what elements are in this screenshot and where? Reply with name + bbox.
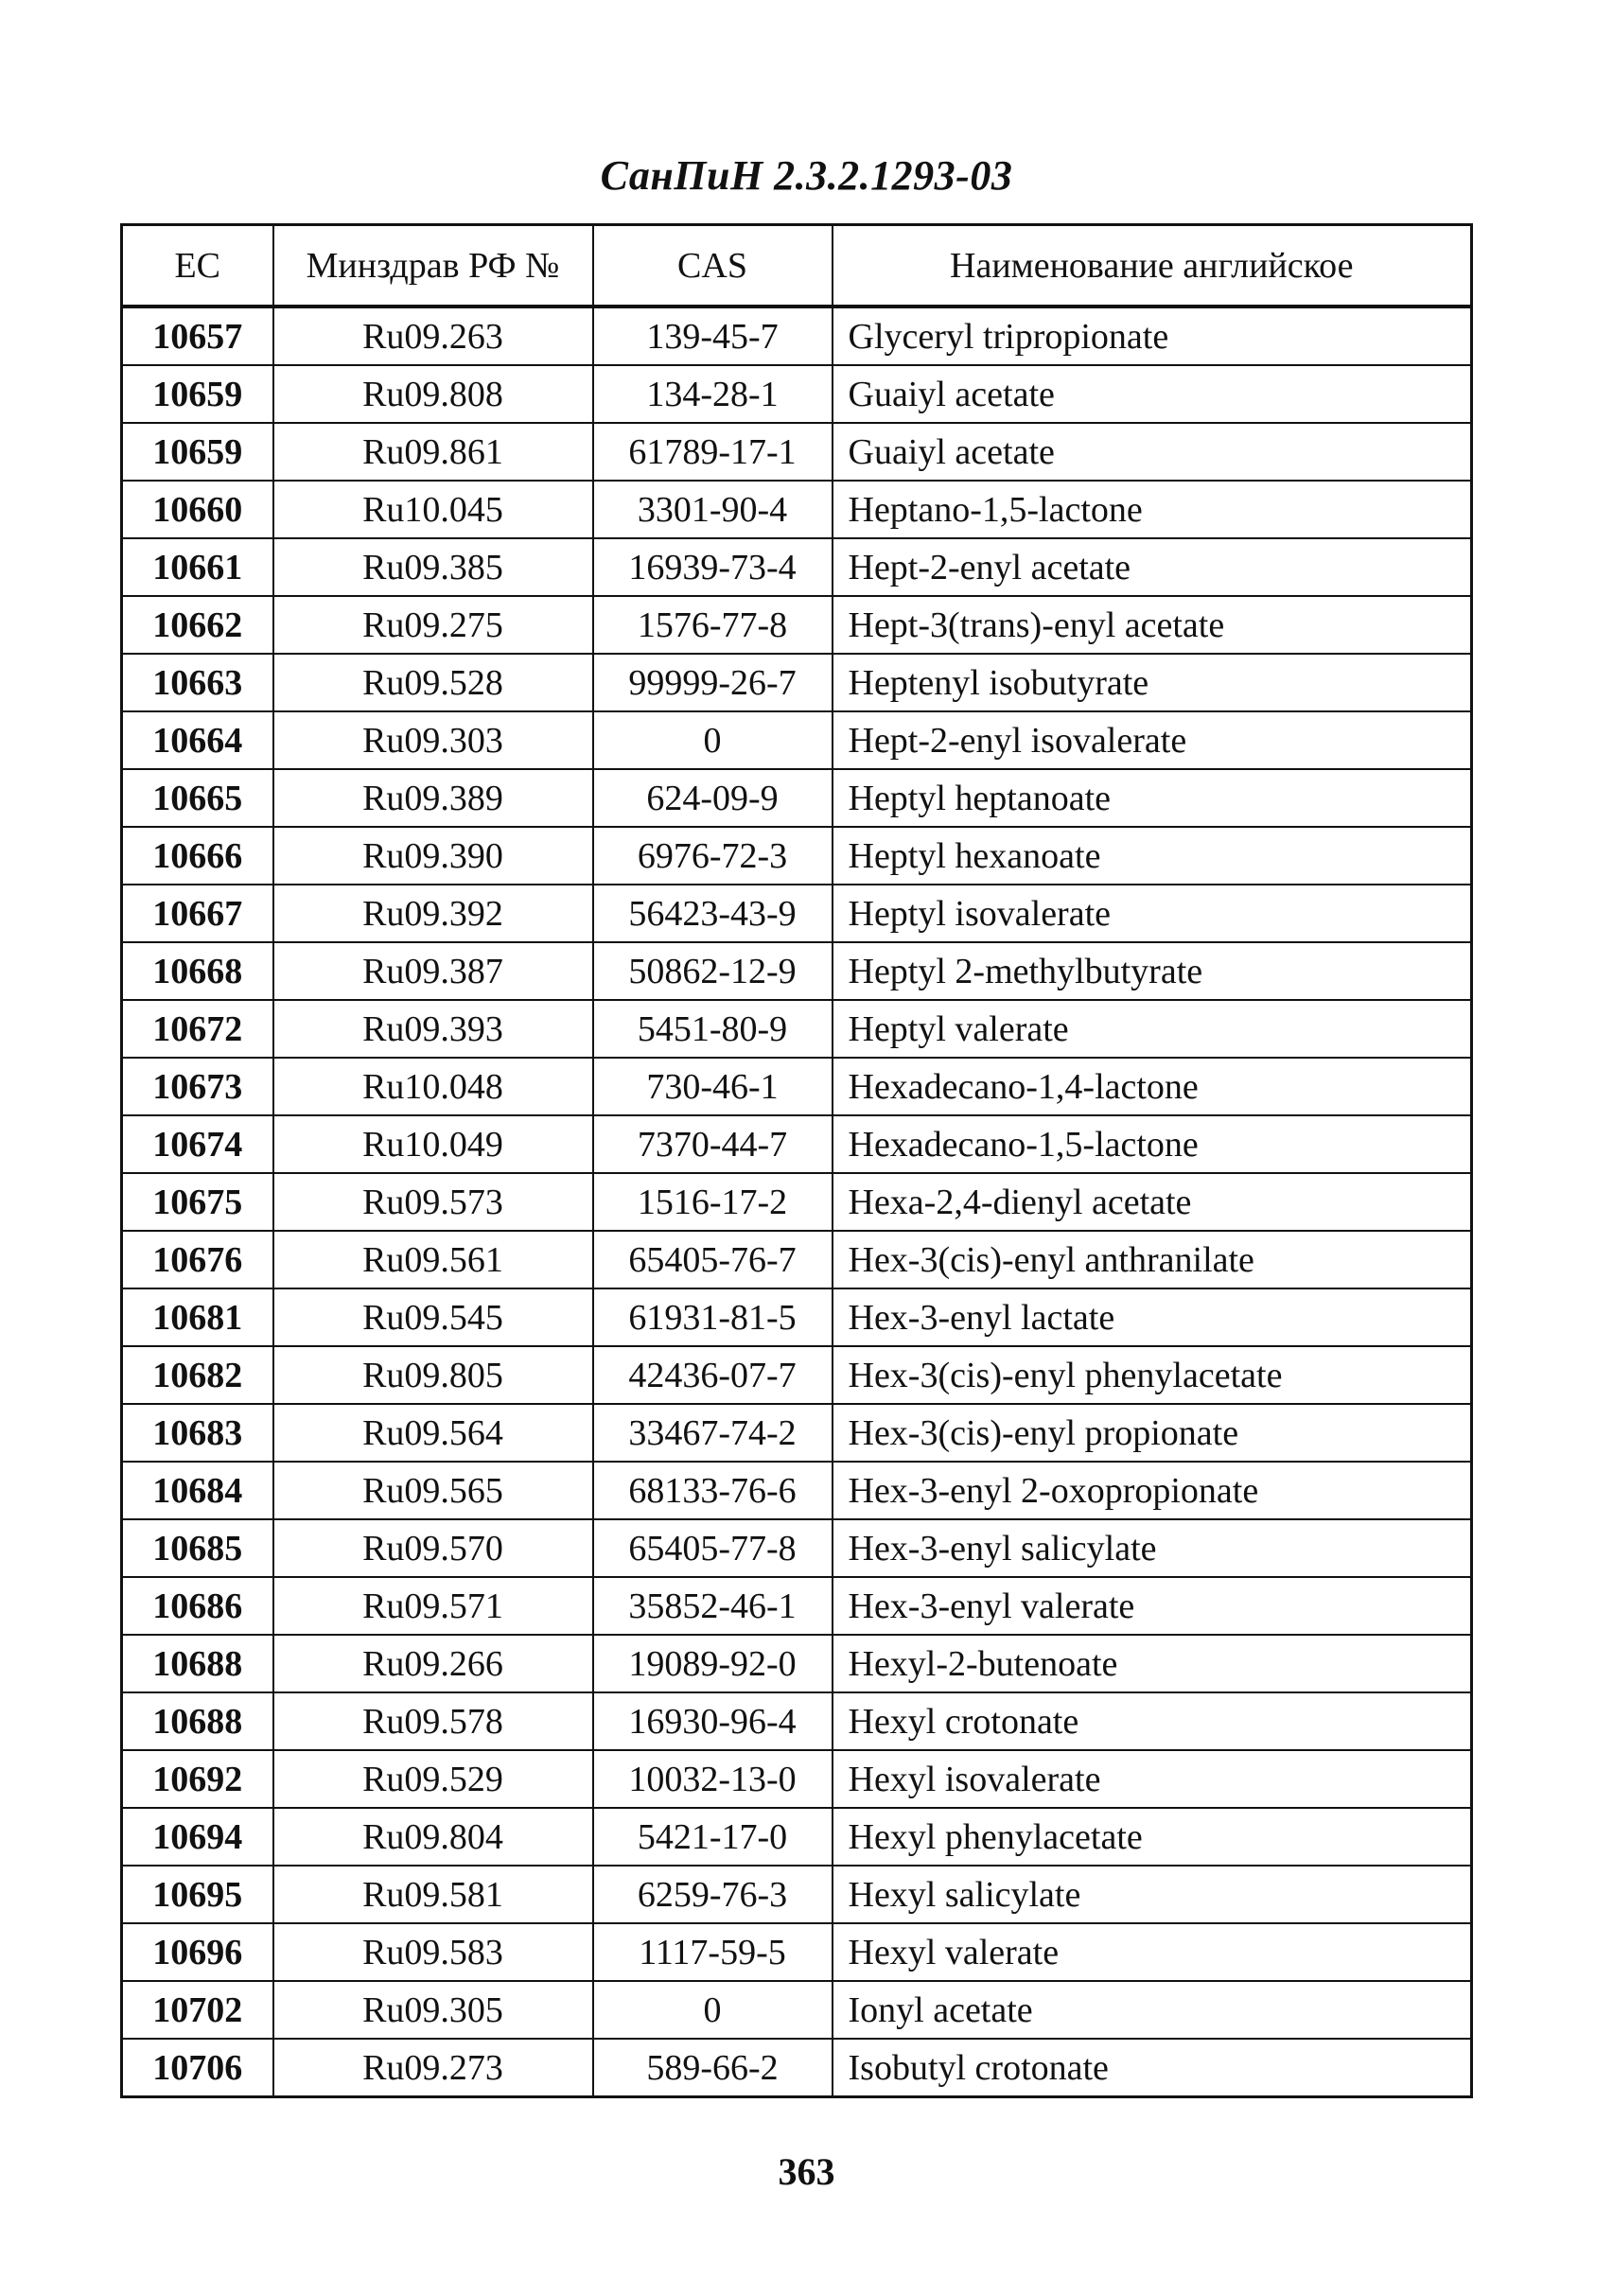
cell-ec: 10676 (122, 1231, 273, 1288)
cell-minzdrav-number: Ru09.583 (273, 1923, 593, 1981)
table-row (122, 1692, 1472, 1750)
cell-cas: 1576-77-8 (593, 596, 833, 654)
cell-english-name: Hexyl valerate (833, 1923, 1472, 1981)
table-row (122, 1923, 1472, 1981)
cell-cas: 56423-43-9 (593, 885, 833, 942)
table-row (122, 654, 1472, 711)
cell-cas: 61931-81-5 (593, 1288, 833, 1346)
cell-minzdrav-number: Ru09.529 (273, 1750, 593, 1808)
cell-minzdrav-number: Ru09.263 (273, 307, 593, 365)
cell-cas: 6976-72-3 (593, 827, 833, 885)
table-row (122, 711, 1472, 769)
cell-ec: 10685 (122, 1519, 273, 1577)
cell-minzdrav-number: Ru09.385 (273, 538, 593, 596)
cell-ec: 10660 (122, 481, 273, 538)
cell-cas: 1516-17-2 (593, 1173, 833, 1231)
cell-minzdrav-number: Ru10.048 (273, 1058, 593, 1115)
cell-minzdrav-number: Ru09.561 (273, 1231, 593, 1288)
table-row (122, 1462, 1472, 1519)
table-header-row (122, 225, 1472, 307)
cell-cas: 65405-77-8 (593, 1519, 833, 1577)
column-header-ec: EC (122, 225, 273, 307)
table-row (122, 538, 1472, 596)
table-row (122, 1115, 1472, 1173)
cell-ec: 10688 (122, 1635, 273, 1692)
cell-ec: 10681 (122, 1288, 273, 1346)
cell-minzdrav-number: Ru09.570 (273, 1519, 593, 1577)
cell-cas: 730-46-1 (593, 1058, 833, 1115)
column-header-minzdrav: Минздрав РФ № (273, 225, 593, 307)
cell-cas: 6259-76-3 (593, 1866, 833, 1923)
cell-minzdrav-number: Ru09.571 (273, 1577, 593, 1635)
cell-english-name: Hex-3(cis)-enyl phenylacetate (833, 1346, 1472, 1404)
cell-minzdrav-number: Ru09.805 (273, 1346, 593, 1404)
cell-english-name: Hex-3(cis)-enyl propionate (833, 1404, 1472, 1462)
cell-english-name: Heptano-1,5-lactone (833, 481, 1472, 538)
page-number: 363 (778, 2150, 835, 2193)
table-row (122, 423, 1472, 481)
cell-english-name: Hexyl isovalerate (833, 1750, 1472, 1808)
table-row (122, 1750, 1472, 1808)
cell-cas: 61789-17-1 (593, 423, 833, 481)
cell-minzdrav-number: Ru09.564 (273, 1404, 593, 1462)
cell-ec: 10657 (122, 307, 273, 365)
cell-ec: 10684 (122, 1462, 273, 1519)
cell-cas: 624-09-9 (593, 769, 833, 827)
cell-minzdrav-number: Ru09.303 (273, 711, 593, 769)
cell-english-name: Hex-3-enyl 2-oxopropionate (833, 1462, 1472, 1519)
cell-english-name: Hexa-2,4-dienyl acetate (833, 1173, 1472, 1231)
cell-english-name: Hexyl-2-butenoate (833, 1635, 1472, 1692)
cell-ec: 10665 (122, 769, 273, 827)
cell-minzdrav-number: Ru09.392 (273, 885, 593, 942)
cell-cas: 42436-07-7 (593, 1346, 833, 1404)
table-row (122, 827, 1472, 885)
cell-minzdrav-number: Ru09.273 (273, 2039, 593, 2097)
cell-ec: 10663 (122, 654, 273, 711)
cell-ec: 10683 (122, 1404, 273, 1462)
cell-minzdrav-number: Ru09.387 (273, 942, 593, 1000)
cell-english-name: Hexadecano-1,4-lactone (833, 1058, 1472, 1115)
cell-minzdrav-number: Ru10.045 (273, 481, 593, 538)
cell-cas: 5451-80-9 (593, 1000, 833, 1058)
cell-ec: 10682 (122, 1346, 273, 1404)
cell-cas: 139-45-7 (593, 307, 833, 365)
table-row (122, 1000, 1472, 1058)
cell-english-name: Hexyl crotonate (833, 1692, 1472, 1750)
cell-english-name: Hept-2-enyl isovalerate (833, 711, 1472, 769)
cell-minzdrav-number: Ru09.393 (273, 1000, 593, 1058)
table-row (122, 1519, 1472, 1577)
cell-english-name: Guaiyl acetate (833, 365, 1472, 423)
table-row (122, 307, 1472, 365)
cell-english-name: Hept-3(trans)-enyl acetate (833, 596, 1472, 654)
cell-cas: 0 (593, 711, 833, 769)
cell-english-name: Guaiyl acetate (833, 423, 1472, 481)
cell-ec: 10694 (122, 1808, 273, 1866)
cell-minzdrav-number: Ru09.565 (273, 1462, 593, 1519)
cell-ec: 10662 (122, 596, 273, 654)
column-header-cas: CAS (593, 225, 833, 307)
cell-minzdrav-number: Ru09.861 (273, 423, 593, 481)
table-row (122, 942, 1472, 1000)
table-body (122, 307, 1472, 2097)
cell-cas: 19089-92-0 (593, 1635, 833, 1692)
cell-cas: 35852-46-1 (593, 1577, 833, 1635)
cell-ec: 10664 (122, 711, 273, 769)
cell-english-name: Hexyl phenylacetate (833, 1808, 1472, 1866)
cell-english-name: Glyceryl tripropionate (833, 307, 1472, 365)
column-header-english-name: Наименование английское (833, 225, 1472, 307)
cell-minzdrav-number: Ru09.578 (273, 1692, 593, 1750)
cell-english-name: Hex-3-enyl valerate (833, 1577, 1472, 1635)
page-header: СанПиН 2.3.2.1293-03 (600, 152, 1013, 199)
cell-english-name: Heptyl isovalerate (833, 885, 1472, 942)
cell-cas: 50862-12-9 (593, 942, 833, 1000)
cell-ec: 10692 (122, 1750, 273, 1808)
table-row (122, 2039, 1472, 2097)
cell-english-name: Hexadecano-1,5-lactone (833, 1115, 1472, 1173)
cell-ec: 10695 (122, 1866, 273, 1923)
table-row (122, 885, 1472, 942)
table-header (122, 225, 1472, 307)
cell-minzdrav-number: Ru09.545 (273, 1288, 593, 1346)
cell-minzdrav-number: Ru09.305 (273, 1981, 593, 2039)
cell-minzdrav-number: Ru10.049 (273, 1115, 593, 1173)
cell-cas: 16930-96-4 (593, 1692, 833, 1750)
cell-ec: 10675 (122, 1173, 273, 1231)
cell-cas: 134-28-1 (593, 365, 833, 423)
cell-ec: 10673 (122, 1058, 273, 1115)
cell-english-name: Hept-2-enyl acetate (833, 538, 1472, 596)
cell-english-name: Hex-3-enyl salicylate (833, 1519, 1472, 1577)
table-row (122, 769, 1472, 827)
cell-english-name: Ionyl acetate (833, 1981, 1472, 2039)
cell-ec: 10706 (122, 2039, 273, 2097)
cell-minzdrav-number: Ru09.390 (273, 827, 593, 885)
cell-cas: 68133-76-6 (593, 1462, 833, 1519)
cell-ec: 10702 (122, 1981, 273, 2039)
cell-minzdrav-number: Ru09.573 (273, 1173, 593, 1231)
table-row (122, 1635, 1472, 1692)
table-row (122, 1346, 1472, 1404)
cell-english-name: Heptyl heptanoate (833, 769, 1472, 827)
cell-cas: 10032-13-0 (593, 1750, 833, 1808)
cell-cas: 5421-17-0 (593, 1808, 833, 1866)
cell-cas: 3301-90-4 (593, 481, 833, 538)
table-row (122, 481, 1472, 538)
cell-minzdrav-number: Ru09.275 (273, 596, 593, 654)
cell-minzdrav-number: Ru09.389 (273, 769, 593, 827)
cell-cas: 65405-76-7 (593, 1231, 833, 1288)
cell-ec: 10674 (122, 1115, 273, 1173)
cell-english-name: Heptyl valerate (833, 1000, 1472, 1058)
cell-english-name: Hexyl salicylate (833, 1866, 1472, 1923)
cell-cas: 99999-26-7 (593, 654, 833, 711)
table-row (122, 1404, 1472, 1462)
cell-english-name: Heptenyl isobutyrate (833, 654, 1472, 711)
cell-ec: 10661 (122, 538, 273, 596)
table-row (122, 1981, 1472, 2039)
cell-cas: 1117-59-5 (593, 1923, 833, 1981)
table-row (122, 1577, 1472, 1635)
cell-ec: 10672 (122, 1000, 273, 1058)
table-row (122, 1288, 1472, 1346)
cell-ec: 10659 (122, 365, 273, 423)
cell-cas: 33467-74-2 (593, 1404, 833, 1462)
cell-english-name: Heptyl 2-methylbutyrate (833, 942, 1472, 1000)
cell-cas: 0 (593, 1981, 833, 2039)
cell-ec: 10659 (122, 423, 273, 481)
table-row (122, 1866, 1472, 1923)
cell-minzdrav-number: Ru09.804 (273, 1808, 593, 1866)
cell-english-name: Isobutyl crotonate (833, 2039, 1472, 2097)
cell-minzdrav-number: Ru09.808 (273, 365, 593, 423)
cell-ec: 10667 (122, 885, 273, 942)
table-row (122, 1231, 1472, 1288)
cell-minzdrav-number: Ru09.266 (273, 1635, 593, 1692)
cell-english-name: Heptyl hexanoate (833, 827, 1472, 885)
cell-ec: 10688 (122, 1692, 273, 1750)
cell-ec: 10666 (122, 827, 273, 885)
cell-cas: 16939-73-4 (593, 538, 833, 596)
cell-cas: 589-66-2 (593, 2039, 833, 2097)
cell-minzdrav-number: Ru09.581 (273, 1866, 593, 1923)
table-row (122, 596, 1472, 654)
cell-ec: 10686 (122, 1577, 273, 1635)
cell-minzdrav-number: Ru09.528 (273, 654, 593, 711)
cell-ec: 10696 (122, 1923, 273, 1981)
substances-table (120, 223, 1473, 2098)
cell-english-name: Hex-3(cis)-enyl anthranilate (833, 1231, 1472, 1288)
cell-ec: 10668 (122, 942, 273, 1000)
table-row (122, 365, 1472, 423)
cell-english-name: Hex-3-enyl lactate (833, 1288, 1472, 1346)
table-row (122, 1173, 1472, 1231)
cell-cas: 7370-44-7 (593, 1115, 833, 1173)
table-row (122, 1058, 1472, 1115)
table-row (122, 1808, 1472, 1866)
